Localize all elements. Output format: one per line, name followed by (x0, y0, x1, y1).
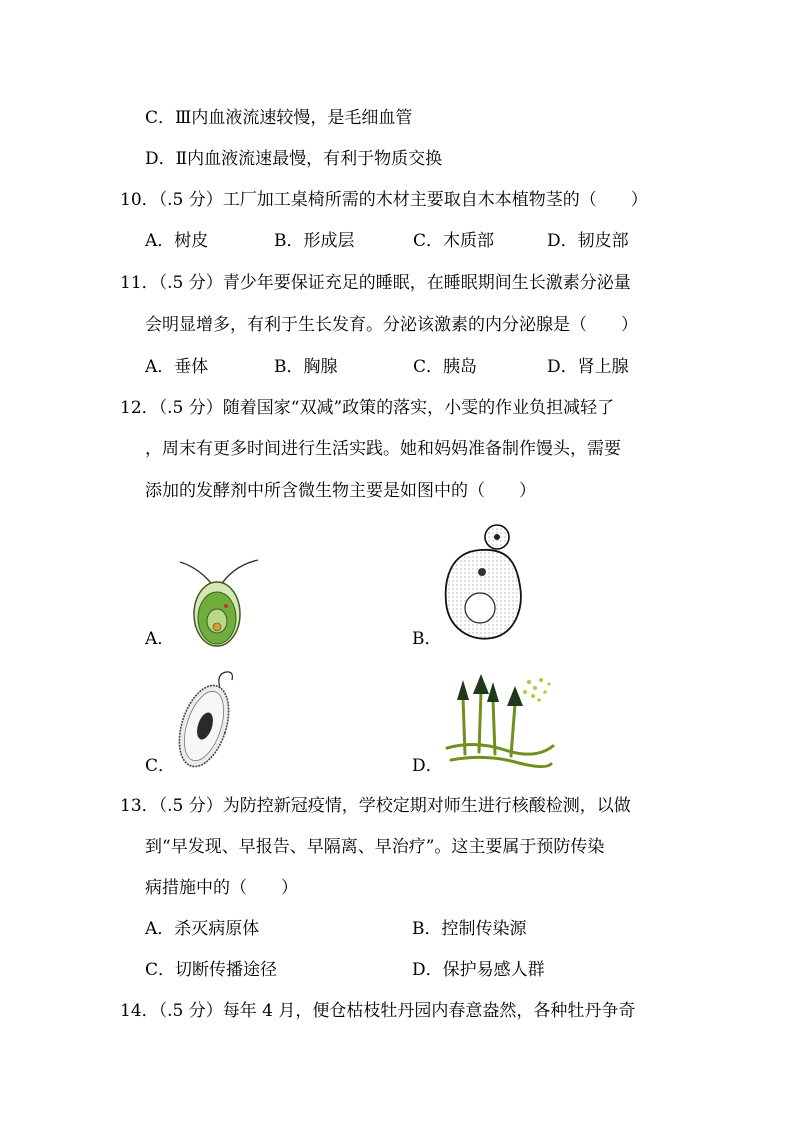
q10-option-d: D．韧皮部 (547, 231, 629, 251)
mold-figure (445, 668, 555, 772)
q11-stem-line2: 会明显增多，有利于生长发育。分泌该激素的内分泌腺是（ ） (145, 315, 638, 335)
q12-stem-line1: 12．（.5 分）随着国家“双减”政策的落实，小雯的作业负担减轻了 (120, 398, 615, 418)
q12-label-d: D． (412, 756, 443, 776)
q12-label-b: B． (412, 629, 442, 649)
q14-stem-line1: 14．（.5 分）每年 4 月，便仓枯枝牡丹园内春意盎然，各种牡丹争奇 (120, 1001, 636, 1021)
q11-option-b: B．胸腺 (274, 357, 338, 377)
yeast-figure (440, 520, 530, 648)
q13-option-b: B．控制传染源 (412, 919, 527, 939)
q13-stem-line2: 到“早发现、早报告、早隔离、早治疗”。这主要属于预防传染 (145, 837, 605, 857)
q10-option-c: C．木质部 (413, 231, 495, 251)
q13-stem-line1: 13．（.5 分）为防控新冠疫情，学校定期对师生进行核酸检测，以做 (120, 796, 631, 816)
q10-option-a: A．树皮 (145, 231, 209, 251)
q11-stem-line1: 11．（.5 分）青少年要保证充足的睡眠，在睡眠期间生长激素分泌量 (120, 273, 631, 293)
q13-option-d: D．保护易感人群 (412, 960, 545, 980)
q12-stem-line2: ，周末有更多时间进行生活实践。她和妈妈准备制作馒头，需要 (145, 439, 621, 459)
bacterium-figure (172, 668, 242, 772)
q12-label-a: A． (145, 629, 175, 649)
q10-stem: 10．（.5 分）工厂加工桌椅所需的木材主要取自木本植物茎的（ ） (120, 190, 648, 210)
q13-option-a: A．杀灭病原体 (145, 919, 260, 939)
q11-option-a: A．垂体 (145, 357, 209, 377)
q9-option-c: C．Ⅲ内血液流速较慢，是毛细血管 (145, 108, 413, 128)
q11-option-d: D．肾上腺 (547, 357, 629, 377)
q12-label-c: C． (145, 756, 176, 776)
q13-stem-line3: 病措施中的（ ） (145, 878, 298, 898)
q10-option-b: B．形成层 (274, 231, 355, 251)
q9-option-d: D．Ⅱ内血液流速最慢，有利于物质交换 (145, 149, 443, 169)
q11-option-c: C．胰岛 (413, 357, 478, 377)
q12-stem-line3: 添加的发酵剂中所含微生物主要是如图中的（ ） (145, 481, 536, 501)
q13-option-c: C．切断传播途径 (145, 960, 278, 980)
chlamydomonas-figure (170, 548, 265, 648)
